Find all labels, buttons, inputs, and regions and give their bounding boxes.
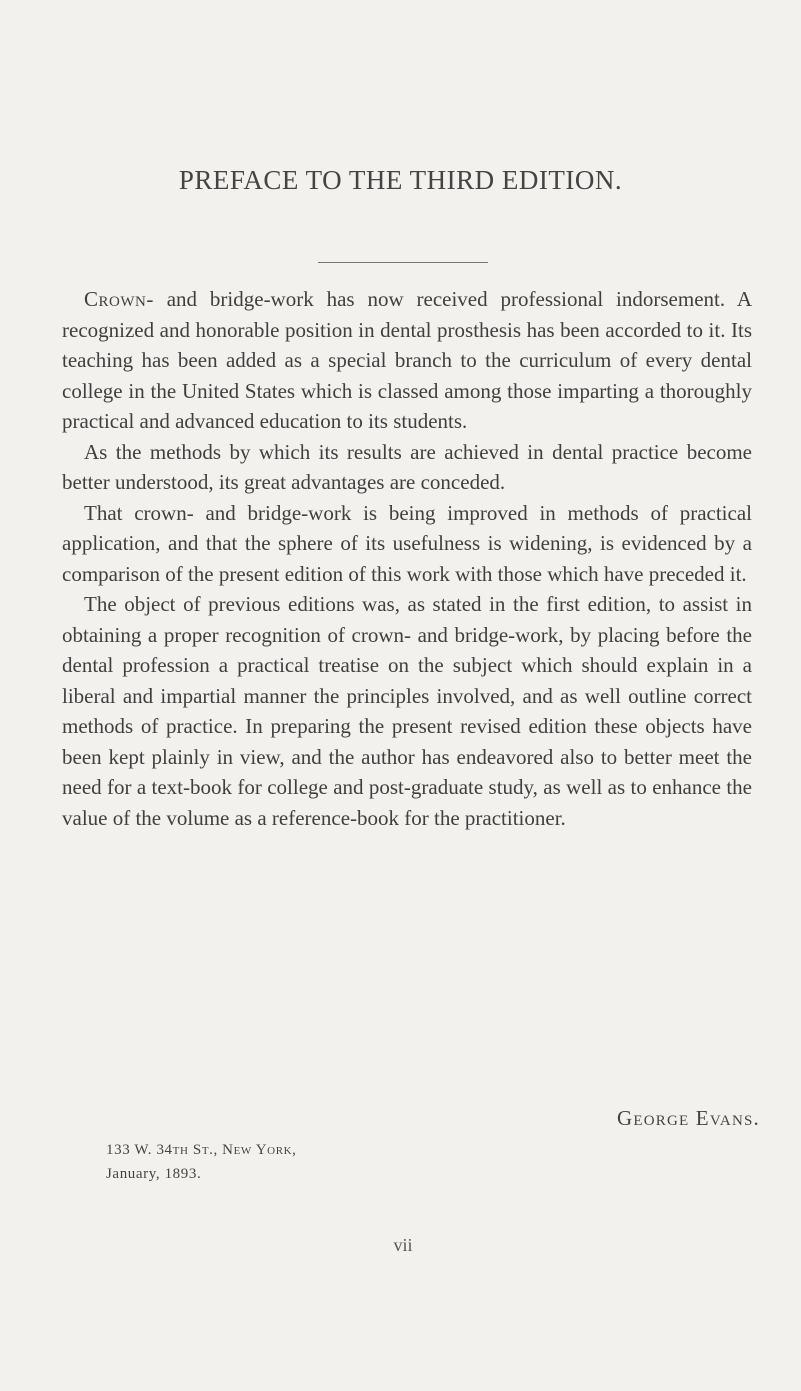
paragraph-text: That crown- and bridge-work is being improved in methods of practical application, and that the sphere of its usefulness is widening, is evidenced by a comparison of the present edition of this work with those which have preceded it.: [62, 500, 752, 586]
paragraph-text: As the methods by which its results are achieved in dental practice become better understood, its great advantages are conceded.: [62, 439, 752, 494]
paragraph-lead: Crown-: [84, 287, 154, 311]
paragraph: [62, 498, 752, 590]
address-block: [106, 1138, 297, 1186]
paragraph-text: and bridge-work has now received professional indorsement. A recognized and honorable position in dental prosthesis has been accorded to it. Its teaching has been added as a special branch to the curriculum of every dental college in the United States which is classed among those imparting a thoroughly practical and advanced education to its students.: [62, 287, 752, 433]
author-signature: George Evans.: [617, 1106, 760, 1130]
street-address: 133 W. 34th St., New York,: [106, 1142, 297, 1158]
preface-body: [62, 284, 752, 833]
paragraph: [62, 284, 752, 437]
page-number: vii: [393, 1235, 413, 1255]
page-title: PREFACE TO THE THIRD EDITION.: [178, 165, 623, 195]
date-line: January, 1893.: [106, 1166, 202, 1182]
paragraph-text: The object of previous editions was, as stated in the first edition, to assist in obtaining a proper recognition of crown- and bridge-work, by placing before the dental profession a practical treatise on the subject which should explain in a liberal and impartial manner the principles involved, and as well outline correct methods of practice. In preparing the present revised edition these objects have been kept plainly in view, and the author has endeavored also to better meet the need for a text-book for college and post-graduate study, as well as to enhance the value of the volume as a reference-book for the practitioner.: [62, 592, 752, 830]
paragraph: [62, 589, 752, 833]
title-rule: [318, 262, 488, 263]
paragraph: [62, 437, 752, 498]
